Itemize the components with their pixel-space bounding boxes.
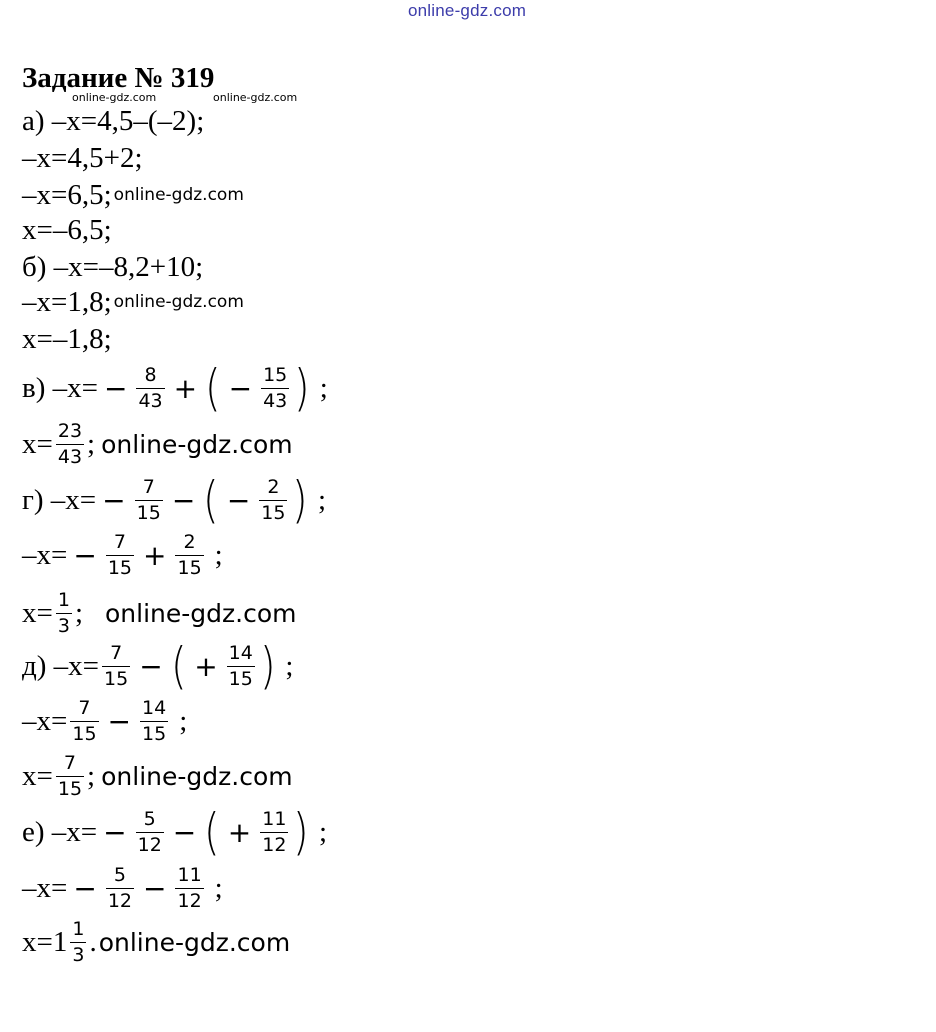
fraction: $\frac{7}{15}$ — [136, 475, 161, 524]
task-title: Задание № 319 — [22, 62, 215, 94]
line-v1: в) –x= − $\frac{8}{43}$ + ( − $\frac{15}{43}$ ) ; — [22, 359, 328, 417]
fraction: $\frac{5}{12}$ — [137, 807, 162, 856]
fraction: $\frac{5}{12}$ — [107, 863, 133, 912]
fraction: $\frac{7}{15}$ — [104, 641, 129, 690]
fraction: $\frac{1}{3}$ — [57, 588, 70, 637]
fraction: $\frac{7}{15}$ — [57, 751, 83, 800]
line-g1: г) –x= − $\frac{7}{15}$ − ( − $\frac{2}{15}$ ) ; — [22, 471, 327, 529]
line-b3: x=–1,8; — [22, 322, 112, 355]
fraction: $\frac{7}{15}$ — [107, 530, 133, 579]
fraction: $\frac{11}{12}$ — [177, 863, 202, 912]
line-a1: а) –x=4,5–(–2); — [22, 104, 205, 137]
watermark-small: online-gdz.com — [213, 91, 298, 104]
fraction: $\frac{11}{12}$ — [262, 807, 287, 856]
line-a2: –x=4,5+2; — [22, 141, 143, 174]
line-b2: –x=1,8; online-gdz.com — [22, 285, 244, 318]
fraction: $\frac{14}{15}$ — [228, 641, 253, 690]
line-e3: x=1 $\frac{1}{3}$ . online-gdz.com — [22, 917, 291, 966]
line-d1: д) –x= $\frac{7}{15}$ − ( + $\frac{14}{15}$ ) ; — [22, 637, 294, 695]
watermark: online-gdz.com — [105, 598, 297, 628]
watermark: online-gdz.com — [101, 429, 293, 459]
line-v2: x= $\frac{23}{43}$ ; online-gdz.com — [22, 419, 293, 468]
line-g2: –x= − $\frac{7}{15}$ + $\frac{2}{15}$ ; — [22, 530, 223, 579]
line-a3: –x=6,5; online-gdz.com — [22, 178, 244, 211]
fraction: $\frac{2}{15}$ — [177, 530, 202, 579]
watermark-small: online-gdz.com — [72, 91, 157, 104]
watermark: online-gdz.com — [101, 761, 293, 791]
fraction: $\frac{7}{15}$ — [72, 696, 97, 745]
fraction: $\frac{2}{15}$ — [261, 475, 286, 524]
fraction: $\frac{15}{43}$ — [263, 363, 288, 412]
line-a4: x=–6,5; — [22, 213, 112, 246]
line-b1: б) –x=–8,2+10; — [22, 250, 204, 283]
line-d2: –x= $\frac{7}{15}$ − $\frac{14}{15}$ ; — [22, 696, 188, 745]
line-e1: е) –x= − $\frac{5}{12}$ − ( + $\frac{11}{12}$ ) ; — [22, 803, 328, 861]
line-d3: x= $\frac{7}{15}$ ; online-gdz.com — [22, 751, 293, 800]
fraction: $\frac{1}{3}$ — [72, 917, 85, 966]
watermark: online-gdz.com — [98, 927, 291, 957]
line-g3: x= $\frac{1}{3}$ ; online-gdz.com — [22, 588, 297, 637]
fraction: $\frac{8}{43}$ — [138, 363, 163, 412]
watermark: online-gdz.com — [113, 292, 244, 312]
fraction: $\frac{23}{43}$ — [57, 419, 83, 468]
line-e2: –x= − $\frac{5}{12}$ − $\frac{11}{12}$ ; — [22, 863, 223, 912]
watermark: online-gdz.com — [113, 185, 244, 205]
watermark-top: online-gdz.com — [408, 1, 527, 20]
fraction: $\frac{14}{15}$ — [142, 696, 167, 745]
